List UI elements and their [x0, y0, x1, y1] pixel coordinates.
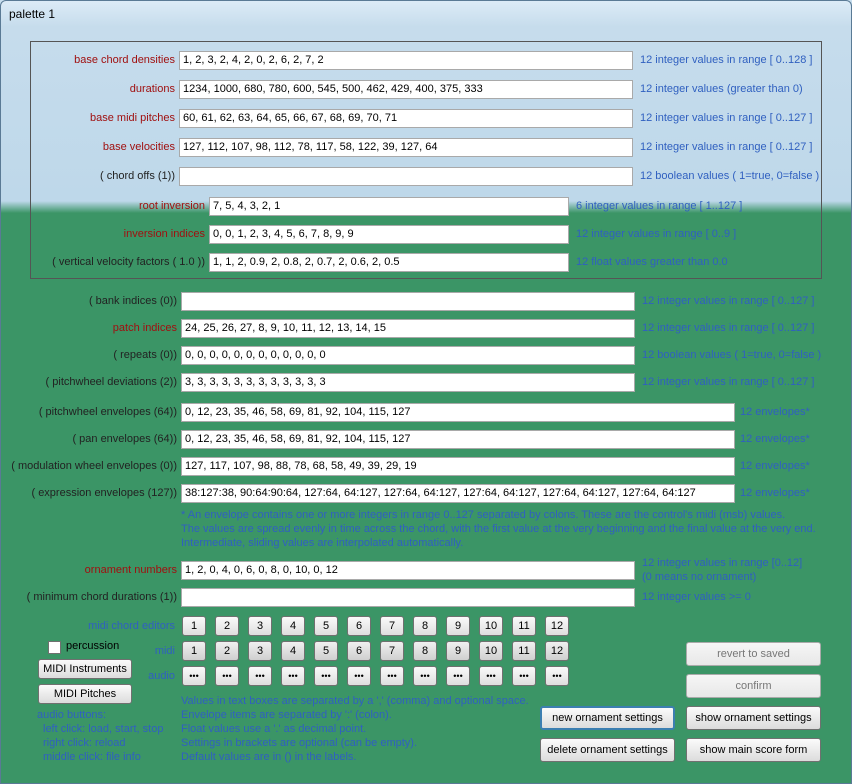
label-expression-envelopes: ( expression envelopes (127))	[31, 487, 177, 499]
label-inversion-indices: inversion indices	[123, 228, 205, 240]
hint-expression-envelopes: 12 envelopes*	[740, 487, 810, 499]
midi-chord-editor-button-4[interactable]: 4	[281, 616, 305, 636]
hint-patch-indices: 12 integer values in range [ 0..127 ]	[642, 322, 815, 334]
label-audio: audio	[148, 670, 175, 682]
format-help-line: Envelope items are separated by ':' (colon).	[181, 709, 392, 721]
label-vertical-velocity-factors: ( vertical velocity factors ( 1.0 ))	[52, 256, 205, 268]
label-midi: midi	[154, 645, 175, 657]
base-chord-densities-input[interactable]: 1, 2, 3, 2, 4, 2, 0, 2, 6, 2, 7, 2	[179, 51, 633, 70]
title-bar[interactable]	[1, 1, 851, 27]
label-midi-chord-editors: midi chord editors	[88, 620, 175, 632]
label-modulation-wheel-envelopes: ( modulation wheel envelopes (0))	[11, 460, 177, 472]
percussion-checkbox[interactable]	[48, 641, 61, 654]
midi-chord-editor-button-9[interactable]: 9	[446, 616, 470, 636]
audio-button-6[interactable]: •••	[347, 666, 371, 686]
label-minimum-chord-durations: ( minimum chord durations (1))	[26, 591, 177, 603]
repeats-input[interactable]: 0, 0, 0, 0, 0, 0, 0, 0, 0, 0, 0, 0	[181, 346, 635, 365]
midi-button-4[interactable]: 4	[281, 641, 305, 661]
hint-base-midi-pitches: 12 integer values in range [ 0..127 ]	[640, 112, 813, 124]
midi-button-9[interactable]: 9	[446, 641, 470, 661]
midi-chord-editor-button-7[interactable]: 7	[380, 616, 404, 636]
envelope-info	[181, 508, 816, 550]
hint-minimum-chord-durations: 12 integer values >= 0	[642, 591, 751, 603]
midi-chord-editor-button-2[interactable]: 2	[215, 616, 239, 636]
audio-help	[37, 708, 163, 764]
audio-help-line: left click: load, start, stop	[43, 723, 164, 735]
vertical-velocity-factors-input[interactable]: 1, 1, 2, 0.9, 2, 0.8, 2, 0.7, 2, 0.6, 2, 0.5	[209, 253, 569, 272]
label-pitchwheel-envelopes: ( pitchwheel envelopes (64))	[38, 406, 177, 418]
midi-pitches-button[interactable]: MIDI Pitches	[38, 684, 132, 704]
hint-ornament-numbers-2: (0 means no ornament)	[642, 571, 757, 583]
midi-button-7[interactable]: 7	[380, 641, 404, 661]
midi-button-12[interactable]: 12	[545, 641, 569, 661]
audio-button-7[interactable]: •••	[380, 666, 404, 686]
base-midi-pitches-input[interactable]: 60, 61, 62, 63, 64, 65, 66, 67, 68, 69, 70, 71	[179, 109, 633, 128]
label-durations: durations	[129, 83, 175, 95]
midi-button-1[interactable]: 1	[182, 641, 206, 661]
root-inversion-input[interactable]: 7, 5, 4, 3, 2, 1	[209, 197, 569, 216]
audio-help-line: right click: reload	[43, 737, 126, 749]
modulation-wheel-envelopes-input[interactable]: 127, 117, 107, 98, 88, 78, 68, 58, 49, 39, 29, 19	[181, 457, 735, 476]
audio-button-9[interactable]: •••	[446, 666, 470, 686]
envelope-info-line: Intermediate, sliding values are interpolated automatically.	[181, 537, 464, 549]
revert-to-saved-button[interactable]: revert to saved	[686, 642, 821, 666]
label-pan-envelopes: ( pan envelopes (64))	[72, 433, 177, 445]
hint-modulation-wheel-envelopes: 12 envelopes*	[740, 460, 810, 472]
inversion-indices-input[interactable]: 0, 0, 1, 2, 3, 4, 5, 6, 7, 8, 9, 9	[209, 225, 569, 244]
pitchwheel-deviations-input[interactable]: 3, 3, 3, 3, 3, 3, 3, 3, 3, 3, 3, 3	[181, 373, 635, 392]
audio-button-1[interactable]: •••	[182, 666, 206, 686]
format-help-line: Float values use a '.' as decimal point.	[181, 723, 367, 735]
pitchwheel-envelopes-input[interactable]: 0, 12, 23, 35, 46, 58, 69, 81, 92, 104, 115, 127	[181, 403, 735, 422]
label-bank-indices: ( bank indices (0))	[88, 295, 177, 307]
audio-button-11[interactable]: •••	[512, 666, 536, 686]
window-title: palette 1	[9, 7, 56, 21]
audio-button-10[interactable]: •••	[479, 666, 503, 686]
envelope-info-line: The values are spread evenly in time across the chord, with the first value at the very beginning and the final value at the very end.	[181, 523, 816, 535]
midi-button-11[interactable]: 11	[512, 641, 536, 661]
pan-envelopes-input[interactable]: 0, 12, 23, 35, 46, 58, 69, 81, 92, 104, 115, 127	[181, 430, 735, 449]
durations-input[interactable]: 1234, 1000, 680, 780, 600, 545, 500, 462, 429, 400, 375, 333	[179, 80, 633, 99]
hint-root-inversion: 6 integer values in range [ 1..127 ]	[576, 200, 743, 212]
minimum-chord-durations-input[interactable]	[181, 588, 635, 607]
confirm-button[interactable]: confirm	[686, 674, 821, 698]
label-repeats: ( repeats (0))	[113, 349, 177, 361]
midi-chord-editor-button-8[interactable]: 8	[413, 616, 437, 636]
audio-button-5[interactable]: •••	[314, 666, 338, 686]
format-help-line: Default values are in () in the labels.	[181, 751, 357, 763]
hint-pitchwheel-deviations: 12 integer values in range [ 0..127 ]	[642, 376, 815, 388]
envelope-info-line: * An envelope contains one or more integers in range 0..127 separated by colons. These are the control's midi (msb) values.	[181, 509, 786, 521]
label-root-inversion: root inversion	[138, 200, 205, 212]
midi-chord-editor-button-5[interactable]: 5	[314, 616, 338, 636]
midi-button-5[interactable]: 5	[314, 641, 338, 661]
midi-button-10[interactable]: 10	[479, 641, 503, 661]
label-chord-offs: ( chord offs (1))	[100, 170, 175, 182]
midi-chord-editor-button-11[interactable]: 11	[512, 616, 536, 636]
label-pitchwheel-deviations: ( pitchwheel deviations (2))	[45, 376, 177, 388]
label-patch-indices: patch indices	[112, 322, 177, 334]
show-main-score-form-button[interactable]: show main score form	[686, 738, 821, 762]
hint-durations: 12 integer values (greater than 0)	[640, 83, 803, 95]
audio-button-2[interactable]: •••	[215, 666, 239, 686]
label-base-chord-densities: base chord densities	[74, 54, 175, 66]
audio-help-line: middle click: file info	[43, 751, 141, 763]
hint-base-chord-densities: 12 integer values in range [ 0..128 ]	[640, 54, 813, 66]
audio-button-4[interactable]: •••	[281, 666, 305, 686]
hint-repeats: 12 boolean values ( 1=true, 0=false )	[642, 349, 822, 361]
midi-chord-editor-button-3[interactable]: 3	[248, 616, 272, 636]
hint-inversion-indices: 12 integer values in range [ 0..9 ]	[576, 228, 737, 240]
bank-indices-input[interactable]	[181, 292, 635, 311]
midi-button-8[interactable]: 8	[413, 641, 437, 661]
midi-chord-editor-button-6[interactable]: 6	[347, 616, 371, 636]
base-velocities-input[interactable]: 127, 112, 107, 98, 112, 78, 117, 58, 122, 39, 127, 64	[179, 138, 633, 157]
new-ornament-settings-button[interactable]: new ornament settings	[540, 706, 675, 730]
patch-indices-input[interactable]: 24, 25, 26, 27, 8, 9, 10, 11, 12, 13, 14, 15	[181, 319, 635, 338]
label-base-midi-pitches: base midi pitches	[90, 112, 175, 124]
midi-button-6[interactable]: 6	[347, 641, 371, 661]
midi-chord-editor-button-1[interactable]: 1	[182, 616, 206, 636]
format-help-line: Values in text boxes are separated by a ',' (comma) and optional space.	[181, 695, 529, 707]
audio-button-3[interactable]: •••	[248, 666, 272, 686]
label-base-velocities: base velocities	[102, 141, 175, 153]
ornament-numbers-input[interactable]: 1, 2, 0, 4, 0, 6, 0, 8, 0, 10, 0, 12	[181, 561, 635, 580]
audio-help-title: audio buttons:	[37, 709, 107, 721]
format-help-line: Settings in brackets are optional (can be empty).	[181, 737, 418, 749]
hint-vertical-velocity-factors: 12 float values greater than 0.0	[576, 256, 728, 268]
midi-chord-editor-button-12[interactable]: 12	[545, 616, 569, 636]
show-ornament-settings-button[interactable]: show ornament settings	[686, 706, 821, 730]
hint-base-velocities: 12 integer values in range [ 0..127 ]	[640, 141, 813, 153]
hint-ornament-numbers: 12 integer values in range [0..12]	[642, 557, 803, 569]
format-help	[181, 694, 529, 764]
hint-chord-offs: 12 boolean values ( 1=true, 0=false )	[640, 170, 820, 182]
hint-pan-envelopes: 12 envelopes*	[740, 433, 810, 445]
midi-chord-editor-button-10[interactable]: 10	[479, 616, 503, 636]
hint-bank-indices: 12 integer values in range [ 0..127 ]	[642, 295, 815, 307]
midi-button-2[interactable]: 2	[215, 641, 239, 661]
label-percussion: percussion	[66, 640, 120, 652]
label-ornament-numbers: ornament numbers	[84, 564, 177, 576]
delete-ornament-settings-button[interactable]: delete ornament settings	[540, 738, 675, 762]
audio-button-12[interactable]: •••	[545, 666, 569, 686]
expression-envelopes-input[interactable]: 38:127:38, 90:64:90:64, 127:64, 64:127, 127:64, 64:127, 127:64, 64:127, 127:64, 64:127, 127:64, 64:127	[181, 484, 735, 503]
audio-button-8[interactable]: •••	[413, 666, 437, 686]
chord-offs-input[interactable]	[179, 167, 633, 186]
midi-instruments-button[interactable]: MIDI Instruments	[38, 659, 132, 679]
hint-pitchwheel-envelopes: 12 envelopes*	[740, 406, 810, 418]
midi-button-3[interactable]: 3	[248, 641, 272, 661]
